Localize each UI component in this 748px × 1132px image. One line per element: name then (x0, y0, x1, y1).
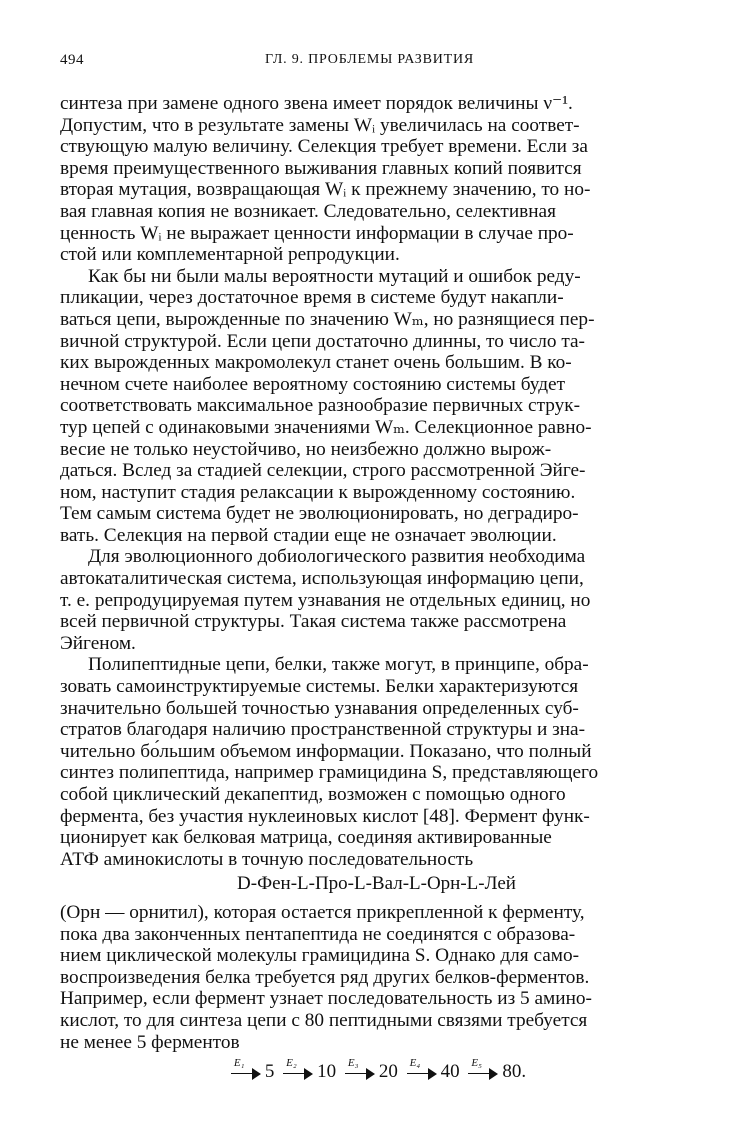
text-line: собой циклический декапептид, возможен с помощью одного (60, 784, 566, 805)
page-number: 494 (60, 52, 84, 68)
text-line: весие не только неустойчиво, но неизбежно должно вырож- (60, 438, 552, 460)
scheme-value: 80 (502, 1061, 522, 1083)
text-line: синтеза при замене одного звена имеет порядок величины ν⁻¹. (60, 93, 573, 114)
text-line: стой или комплементарной репродукции. (60, 244, 400, 266)
scheme-value: 10 (317, 1061, 337, 1083)
enzyme-chain-scheme (60, 1056, 693, 1083)
arrow-label: E₂ (286, 1056, 297, 1069)
scheme-value: 20 (378, 1061, 398, 1083)
text-line: соответствовать максимальное разнообразие первичных струк- (60, 395, 581, 417)
paragraph-3 (60, 546, 693, 654)
text-line: вичной структурой. Если цепи достаточно длинны, то число та- (60, 330, 585, 352)
text-line: синтез полипептида, например грамицидина S, представляющего (60, 762, 599, 784)
text-line: время преимущественного выживания главных копий появится (60, 157, 582, 179)
page-header (60, 52, 693, 76)
paragraph-5 (60, 902, 693, 1053)
text-line: зовать самоинструктируемые системы. Белки характеризуются (60, 676, 579, 698)
arrow-icon (283, 1056, 313, 1080)
arrow-icon (231, 1056, 261, 1080)
text-line: вторая мутация, возвращающая Wᵢ к прежнему значению, то но- (60, 179, 591, 201)
text-line: т. е. репродуцируемая путем узнавания не отдельных единиц, но (60, 589, 591, 611)
running-title: ГЛ. 9. ПРОБЛЕМЫ РАЗВИТИЯ (265, 52, 475, 67)
text-line: стратов благодаря наличию пространственной структуры и зна- (60, 719, 586, 741)
text-line: воспроизведения белка требуется ряд других белков-ферментов. (60, 966, 590, 988)
scheme-value: 5 (264, 1061, 275, 1083)
scheme-end: . (521, 1061, 527, 1083)
text-line: Допустим, что в результате замены Wᵢ увеличилась на соответ- (60, 114, 580, 136)
text-line: Например, если фермент узнает последовательность из 5 амино- (60, 988, 592, 1010)
peptide-sequence-formula: D-Фен-L-Про-L-Вал-L-Орн-L-Лей (237, 873, 516, 895)
text-line: автокаталитическая система, использующая информацию цепи, (60, 568, 584, 590)
text-line: вать. Селекция на первой стадии еще не означает эволюции. (60, 524, 557, 546)
text-line: не менее 5 ферментов (60, 1031, 240, 1053)
text-line: ционирует как белковая матрица, соединяя активированные (60, 827, 552, 849)
text-line: ваться цепи, вырожденные по значению Wₘ, но разнящиеся пер- (60, 308, 595, 330)
text-line: даться. Вслед за стадией селекции, строго рассмотренной Эйге- (60, 460, 586, 482)
text-line: Эйгеном. (60, 632, 136, 654)
text-line: Полипептидные цепи, белки, также могут, в принципе, обра- (88, 654, 589, 676)
text-line: чительно бо́льшим объемом информации. Показано, что полный (60, 740, 592, 762)
text-line: ном, наступит стадия релаксации к вырожденному состоянию. (60, 481, 576, 503)
text-line: пликации, через достаточное время в системе будут накапли- (60, 287, 564, 309)
arrow-label: E₅ (471, 1056, 482, 1069)
text-line: нечном счете наиболее вероятному состоянию системы будет (60, 373, 566, 395)
text-line: Тем самым система будет не эволюционировать, но деградиро- (60, 503, 579, 525)
text-line: АТФ аминокислоты в точную последовательность (60, 848, 474, 870)
scheme-value: 40 (440, 1061, 460, 1083)
paragraph-1 (60, 93, 693, 266)
text-line: ких вырожденных макромолекул станет очень большим. В ко- (60, 352, 572, 374)
text-line: пока два законченных пентапептида не соединятся с образова- (60, 923, 576, 945)
arrow-label: E₄ (409, 1056, 421, 1069)
text-line: тур цепей с одинаковыми значениями Wₘ. Селекционное равно- (60, 416, 592, 438)
arrow-label: E₃ (347, 1056, 359, 1069)
text-line: фермента, без участия нуклеиновых кислот [48]. Фермент функ- (60, 805, 590, 827)
text-line: Как бы ни были малы вероятности мутаций и ошибок реду- (88, 265, 581, 287)
paragraph-2 (60, 266, 693, 547)
text-line: ствующую малую величину. Селекция требует времени. Если за (60, 136, 588, 158)
text-line: ценность Wᵢ не выражает ценности информации в случае про- (60, 222, 574, 244)
text-line: кислот, то для синтеза цепи с 80 пептидными связями требуется (60, 1009, 588, 1031)
text-line: Для эволюционного добиологического развития необходима (88, 546, 586, 568)
arrow-label: E₁ (233, 1056, 245, 1069)
text-line: нием циклической молекулы грамицидина S. Однако для само- (60, 945, 580, 967)
text-line: всей первичной структуры. Такая система также рассмотрена (60, 611, 567, 633)
text-line: вая главная копия не возникает. Следовательно, селективная (60, 200, 556, 222)
arrow-icon (407, 1056, 437, 1080)
arrow-icon (345, 1056, 375, 1080)
body-text (60, 93, 693, 1083)
paragraph-4 (60, 654, 693, 870)
text-line: значительно большей точностью узнавания определенных суб- (60, 697, 579, 719)
text-line: (Орн — орнитил), которая остается прикрепленной к ферменту, (60, 901, 585, 923)
arrow-icon (468, 1056, 498, 1080)
